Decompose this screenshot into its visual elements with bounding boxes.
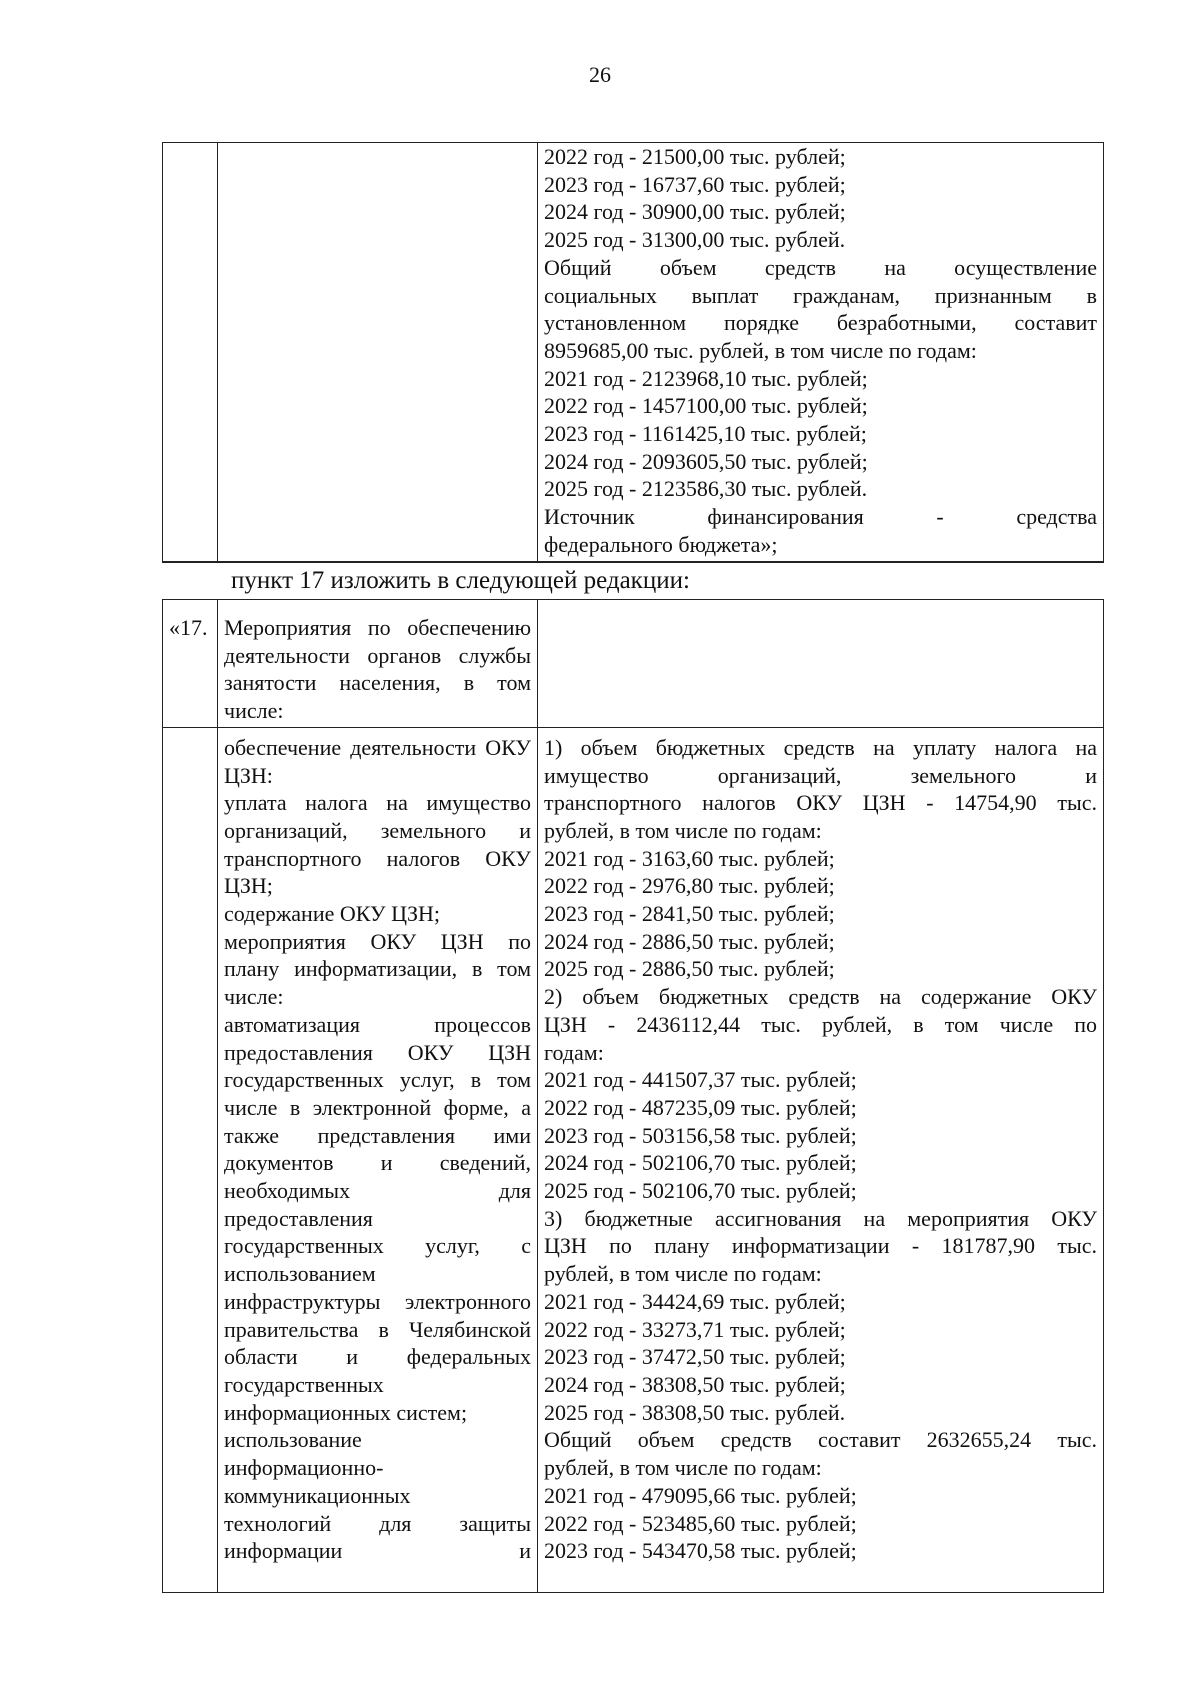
text-line: 2025 год - 31300,00 тыс. рублей. xyxy=(544,227,846,253)
text-line: 2021 год - 2123968,10 тыс. рублей; xyxy=(544,365,868,391)
text-line: обеспечение деятельности ОКУ xyxy=(224,734,531,760)
text-line: 2024 год - 30900,00 тыс. рублей; xyxy=(544,199,846,225)
text-line: предоставления xyxy=(224,1205,373,1231)
table-row xyxy=(163,600,1104,728)
text-line: 2025 год - 2123586,30 тыс. рублей. xyxy=(544,476,868,502)
text-line: 2022 год - 33273,71 тыс. рублей; xyxy=(544,1316,846,1342)
text-line: деятельности органов службы xyxy=(224,642,531,668)
text-line: использование xyxy=(224,1427,362,1453)
text-line: ЦЗН - 2436112,44 тыс. рублей, в том числе по xyxy=(544,1011,1097,1037)
text-line: рублей, в том числе по годам: xyxy=(544,817,822,843)
item-number xyxy=(163,600,218,728)
text-line: области и федеральных xyxy=(224,1344,531,1370)
text-line: имущество организаций, земельного и xyxy=(544,762,1097,788)
text-line: числе в электронной форме, а xyxy=(224,1094,531,1120)
text-line: 2023 год - 37472,50 тыс. рублей; xyxy=(544,1344,846,1370)
text-line: мероприятия ОКУ ЦЗН по xyxy=(224,928,531,954)
text-line: годам: xyxy=(544,1039,604,1065)
budget-table-item-17 xyxy=(162,599,1104,1593)
text-line: установленном порядке безработными, составит xyxy=(544,310,1097,336)
text-line: государственных услуг, с xyxy=(224,1233,531,1259)
text-line: предоставления ОКУ ЦЗН xyxy=(224,1039,531,1065)
text-line: информационных систем; xyxy=(224,1399,468,1425)
text-line: 2024 год - 2886,50 тыс. рублей; xyxy=(544,928,835,954)
text-line: документов и сведений, xyxy=(224,1150,531,1176)
text-line: 2021 год - 34424,69 тыс. рублей; xyxy=(544,1288,846,1314)
text-line: 2022 год - 21500,00 тыс. рублей; xyxy=(544,144,846,169)
text-line: Мероприятия по обеспечению xyxy=(224,615,531,640)
table-row xyxy=(163,143,1104,562)
text-line: инфраструктуры электронного xyxy=(224,1288,531,1314)
text-line: 2021 год - 3163,60 тыс. рублей; xyxy=(544,845,835,871)
name-cell xyxy=(218,143,538,562)
item-name-cell xyxy=(218,600,538,728)
text-line: федерального бюджета»; xyxy=(544,531,778,557)
text-line: правительства в Челябинской xyxy=(224,1316,531,1342)
text-line: информационно- xyxy=(224,1455,384,1481)
table-row xyxy=(163,727,1104,1592)
text-line: 2022 год - 487235,09 тыс. рублей; xyxy=(544,1094,857,1120)
text-line: уплата налога на имущество xyxy=(224,790,531,816)
text-line: социальных выплат гражданам, признанным в xyxy=(544,282,1097,308)
text-line: 2023 год - 2841,50 тыс. рублей; xyxy=(544,901,835,927)
text-line: технологий для защиты xyxy=(224,1510,531,1536)
text-line: числе: xyxy=(224,984,284,1010)
text-line: Источник финансирования - средства xyxy=(544,504,1097,530)
text-line: содержание ОКУ ЦЗН; xyxy=(224,901,440,927)
text-line: 2022 год - 1457100,00 тыс. рублей; xyxy=(544,393,868,419)
text-line: 2025 год - 38308,50 тыс. рублей. xyxy=(544,1399,846,1425)
text-line: ЦЗН; xyxy=(224,873,273,899)
text-line: 2021 год - 479095,66 тыс. рублей; xyxy=(544,1482,857,1508)
text-line: транспортного налогов ОКУ xyxy=(224,845,531,871)
text-line: 1) объем бюджетных средств на уплату налога на xyxy=(544,734,1097,760)
text-line: 2025 год - 502106,70 тыс. рублей; xyxy=(544,1178,857,1204)
text-line: использованием xyxy=(224,1261,376,1287)
text-line: 2) объем бюджетных средств на содержание ОКУ xyxy=(544,984,1097,1010)
amendment-instruction: пункт 17 изложить в следующей редакции: xyxy=(231,567,690,594)
text-line: 2021 год - 441507,37 тыс. рублей; xyxy=(544,1067,857,1093)
text-line: Общий объем средств на осуществление xyxy=(544,254,1097,280)
funding-cell xyxy=(538,143,1104,562)
text-line: 3) бюджетные ассигнования на мероприятия ОКУ xyxy=(544,1205,1097,1231)
text-line: государственных xyxy=(224,1371,384,1397)
text-line: организаций, земельного и xyxy=(224,817,531,843)
text-line: 2022 год - 2976,80 тыс. рублей; xyxy=(544,873,835,899)
item-funding-cell xyxy=(538,600,1104,728)
page-number: 26 xyxy=(589,62,611,87)
text-line: автоматизация процессов xyxy=(224,1011,531,1037)
number-cell xyxy=(163,727,218,1592)
text-line: рублей, в том числе по годам: xyxy=(544,1455,822,1481)
text-line: 2023 год - 1161425,10 тыс. рублей; xyxy=(544,421,867,447)
item-number-text: «17. xyxy=(169,615,208,640)
budget-table-continued xyxy=(162,142,1104,563)
text-line: 2024 год - 38308,50 тыс. рублей; xyxy=(544,1371,846,1397)
budget-details-cell xyxy=(538,727,1104,1592)
text-line: 8959685,00 тыс. рублей, в том числе по годам: xyxy=(544,337,977,363)
text-line: 2022 год - 523485,60 тыс. рублей; xyxy=(544,1510,857,1536)
text-line: ЦЗН: xyxy=(224,762,273,788)
text-line: 2023 год - 543470,58 тыс. рублей; xyxy=(544,1538,857,1564)
text-line: 2023 год - 16737,60 тыс. рублей; xyxy=(544,171,846,197)
text-line: информации и xyxy=(224,1538,531,1564)
text-line: необходимых для xyxy=(224,1178,531,1204)
text-line: плану информатизации, в том xyxy=(224,956,531,982)
text-line: 2025 год - 2886,50 тыс. рублей; xyxy=(544,956,835,982)
text-line: рублей, в том числе по годам: xyxy=(544,1261,822,1287)
number-cell xyxy=(163,143,218,562)
text-line: 2024 год - 2093605,50 тыс. рублей; xyxy=(544,448,868,474)
activities-cell xyxy=(218,727,538,1592)
text-line: Общий объем средств составит 2632655,24 тыс. xyxy=(544,1427,1097,1453)
text-line: 2023 год - 503156,58 тыс. рублей; xyxy=(544,1122,857,1148)
text-line: 2024 год - 502106,70 тыс. рублей; xyxy=(544,1150,857,1176)
text-line: транспортного налогов ОКУ ЦЗН - 14754,90 тыс. xyxy=(544,790,1097,816)
text-line: ЦЗН по плану информатизации - 181787,90 тыс. xyxy=(544,1233,1097,1259)
text-line: занятости населения, в том xyxy=(224,670,531,696)
text-line: числе: xyxy=(224,698,284,724)
text-line: государственных услуг, в том xyxy=(224,1067,531,1093)
text-line: также представления ими xyxy=(224,1122,531,1148)
text-line: коммуникационных xyxy=(224,1482,411,1508)
